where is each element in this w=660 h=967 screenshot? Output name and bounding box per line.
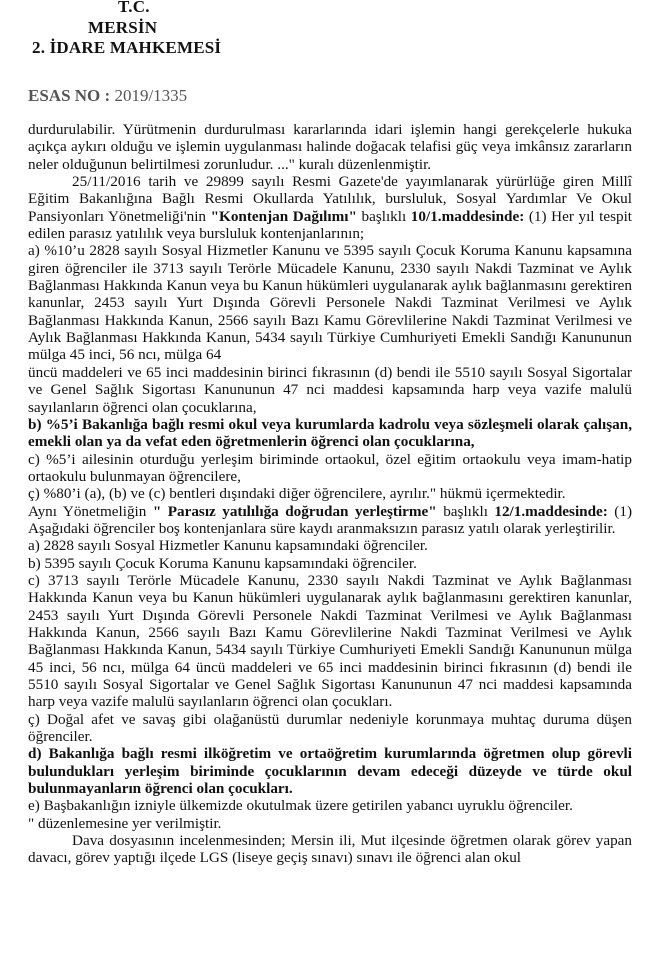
paragraph-14: e) Başbakanlığın izniyle ülkemizde okutulmak üzere getirilen yabancı uyruklu öğrenciler. xyxy=(28,797,573,815)
document-body xyxy=(28,121,632,867)
paragraph-3: a) %10’u 2828 sayılı Sosyal Hizmetler Kanunu ve 5395 sayılı Çocuk Koruma Kanunu kapsamına giren öğrenciler ile 3713 sayılı Terörle Mücadele Kanunu, 2330 sayılı Nakdi Tazminat ve Aylık Bağlanması Hakkında Kanun veya bu Kanun hükümleri uygulanarak aylık bağlanmasını gerektiren kanunlar, 2453 sayılı Yurt Dışında Görevli Personele Nakdi Tazminat Verilmesi ve Aylık Bağlanması Hakkında Kanun, 2566 sayılı Bazı Kamu Görevlilerine Nakdi Tazminat Verilmesi ve Aylık Bağlanması Hakkında Kanun, 5434 sayılı Türkiye Cumhuriyeti Emekli Sandığı Kanununun mülga 45 inci, 56 ncı, mülga 64 xyxy=(28,242,632,364)
paragraph-8-text-a: Aynı Yönetmeliğin xyxy=(28,502,153,520)
paragraph-1: durdurulabilir. Yürütmenin durdurulması kararlarında idari işlemin hangi gerekçelerle hukuka açıkça aykırı olduğu ve işlemin uygulanması halinde doğacak telafisi güç veya imkânsız zararların neler olduğunun belirtilmesi zorunludur. ..." kuralı düzenlenmiştir. xyxy=(28,121,632,173)
paragraph-2-text-a: 25/11/2016 tarih ve 29899 sayılı Resmi Gazete'de yayımlanarak yürürlüğe giren Millî Eğitim Bakanlığına Bağlı Resmi Okullarda Yatılılık, bursluluk, Sosyal Yardımlar Ve Okul Pansiyonları Yönetmeliği'nin xyxy=(28,173,632,225)
header-city: MERSİN xyxy=(88,18,158,37)
paragraph-13-bold: d) Bakanlığa bağlı resmi ilköğretim ve ortaöğretim kurumlarında öğretmen olup görevli bulundukları yerleşim biriminde çocuklarının devam edeceği düzeyde ve türde okul bulunmayanların öğrenci olan çocukları. xyxy=(28,745,632,798)
paragraph-4: üncü maddeleri ve 65 inci maddesinin birinci fıkrasının (d) bendi ile 5510 sayılı Sosyal Sigortalar ve Genel Sağlık Sigortası Kanununun 47 nci maddesi kapsamında harp veya vazife malulü sayılanların öğrenci olan çocuklarına, xyxy=(28,363,632,416)
paragraph-5 xyxy=(28,416,632,451)
paragraph-8-title: " Parasız yatılılığa doğrudan yerleştirme" xyxy=(152,502,437,520)
case-number xyxy=(28,86,187,106)
header-tc: T.C. xyxy=(118,0,150,16)
paragraph-7: ç) %80’i (a), (b) ve (c) bentleri dışındaki diğer öğrencilere, ayrılır." hükmü içermektedir. xyxy=(28,485,566,503)
paragraph-10: b) 5395 sayılı Çocuk Koruma Kanunu kapsamındaki öğrenciler. xyxy=(28,554,417,572)
paragraph-15: " düzenlemesine yer verilmiştir. xyxy=(28,814,222,832)
case-number-value: 2019/1335 xyxy=(114,86,188,105)
paragraph-2-title: "Kontenjan Dağılımı" xyxy=(210,207,357,225)
paragraph-8-text-e: (1) Aşağıdaki öğrenciler boş kontenjanlara süre kaydı aranmaksızın parasız yatılı olarak yerleştirilir. xyxy=(28,502,633,537)
paragraph-2-text-e: (1) Her yıl tespit edilen parasız yatılılık veya bursluluk kontenjanlarının; xyxy=(28,207,633,243)
paragraph-2-article: 10/1.maddesinde: xyxy=(410,207,525,225)
paragraph-13 xyxy=(28,745,632,797)
case-number-label: ESAS NO : xyxy=(28,86,111,105)
paragraph-8 xyxy=(28,503,632,538)
paragraph-8-text-c: başlıklı xyxy=(436,502,495,520)
paragraph-5-bold: b) %5’i Bakanlığa bağlı resmi okul veya kurumlarda kadrolu veya sözleşmeli olarak çalışan, emekli olan ya da vefat eden öğretmenlerin öğrenci olan çocuklarına, xyxy=(28,415,632,451)
paragraph-2-text-c: başlıklı xyxy=(356,207,411,225)
paragraph-11: c) 3713 sayılı Terörle Mücadele Kanunu, 2330 sayılı Nakdi Tazminat ve Aylık Bağlanması Hakkında Kanun veya bu Kanun hükümleri uygulanarak aylık bağlanmasını gerektiren kanunlar, 2453 sayılı Yurt Dışında Görevli Personele Nakdi Tazminat Verilmesi ve Aylık Bağlanması Hakkında Kanun, 2566 sayılı Bazı Kamu Görevlilerine Nakdi Tazminat Verilmesi ve Aylık Bağlanması Hakkında Kanun, 5434 sayılı Türkiye Cumhuriyeti Emekli Sandığı Kanununun mülga 45 inci, 56 ncı, mülga 64 üncü maddeleri ve 65 inci maddesinin birinci fıkrasının (d) bendi ile 5510 sayılı Sosyal Sigortalar ve Genel Sağlık Sigortası Kanununun 47 nci maddesi kapsamında harp veya vazife malulü sayılanların öğrenci olan çocukları. xyxy=(28,571,632,711)
paragraph-6: c) %5’i ailesinin oturduğu yerleşim biriminde ortaokul, özel eğitim ortaokulu veya imam-hatip ortaokulu bulunmayan öğrencilere, xyxy=(28,450,632,485)
header-court: 2. İDARE MAHKEMESİ xyxy=(32,38,222,57)
paragraph-2 xyxy=(28,173,632,242)
paragraph-9: a) 2828 sayılı Sosyal Hizmetler Kanunu kapsamındaki öğrenciler. xyxy=(28,537,428,555)
paragraph-16: Dava dosyasının incelenmesinden; Mersin ili, Mut ilçesinde öğretmen olarak görev yapan davacı, görev yaptığı ilçede LGS (liseye geçiş sınavı) sınavı ile öğrenci alan okul xyxy=(28,832,632,867)
paragraph-12: ç) Doğal afet ve savaş gibi olağanüstü durumlar nedeniyle korunmaya muhtaç duruma düşen öğrenciler. xyxy=(28,710,632,746)
paragraph-8-article: 12/1.maddesinde: xyxy=(494,502,608,520)
